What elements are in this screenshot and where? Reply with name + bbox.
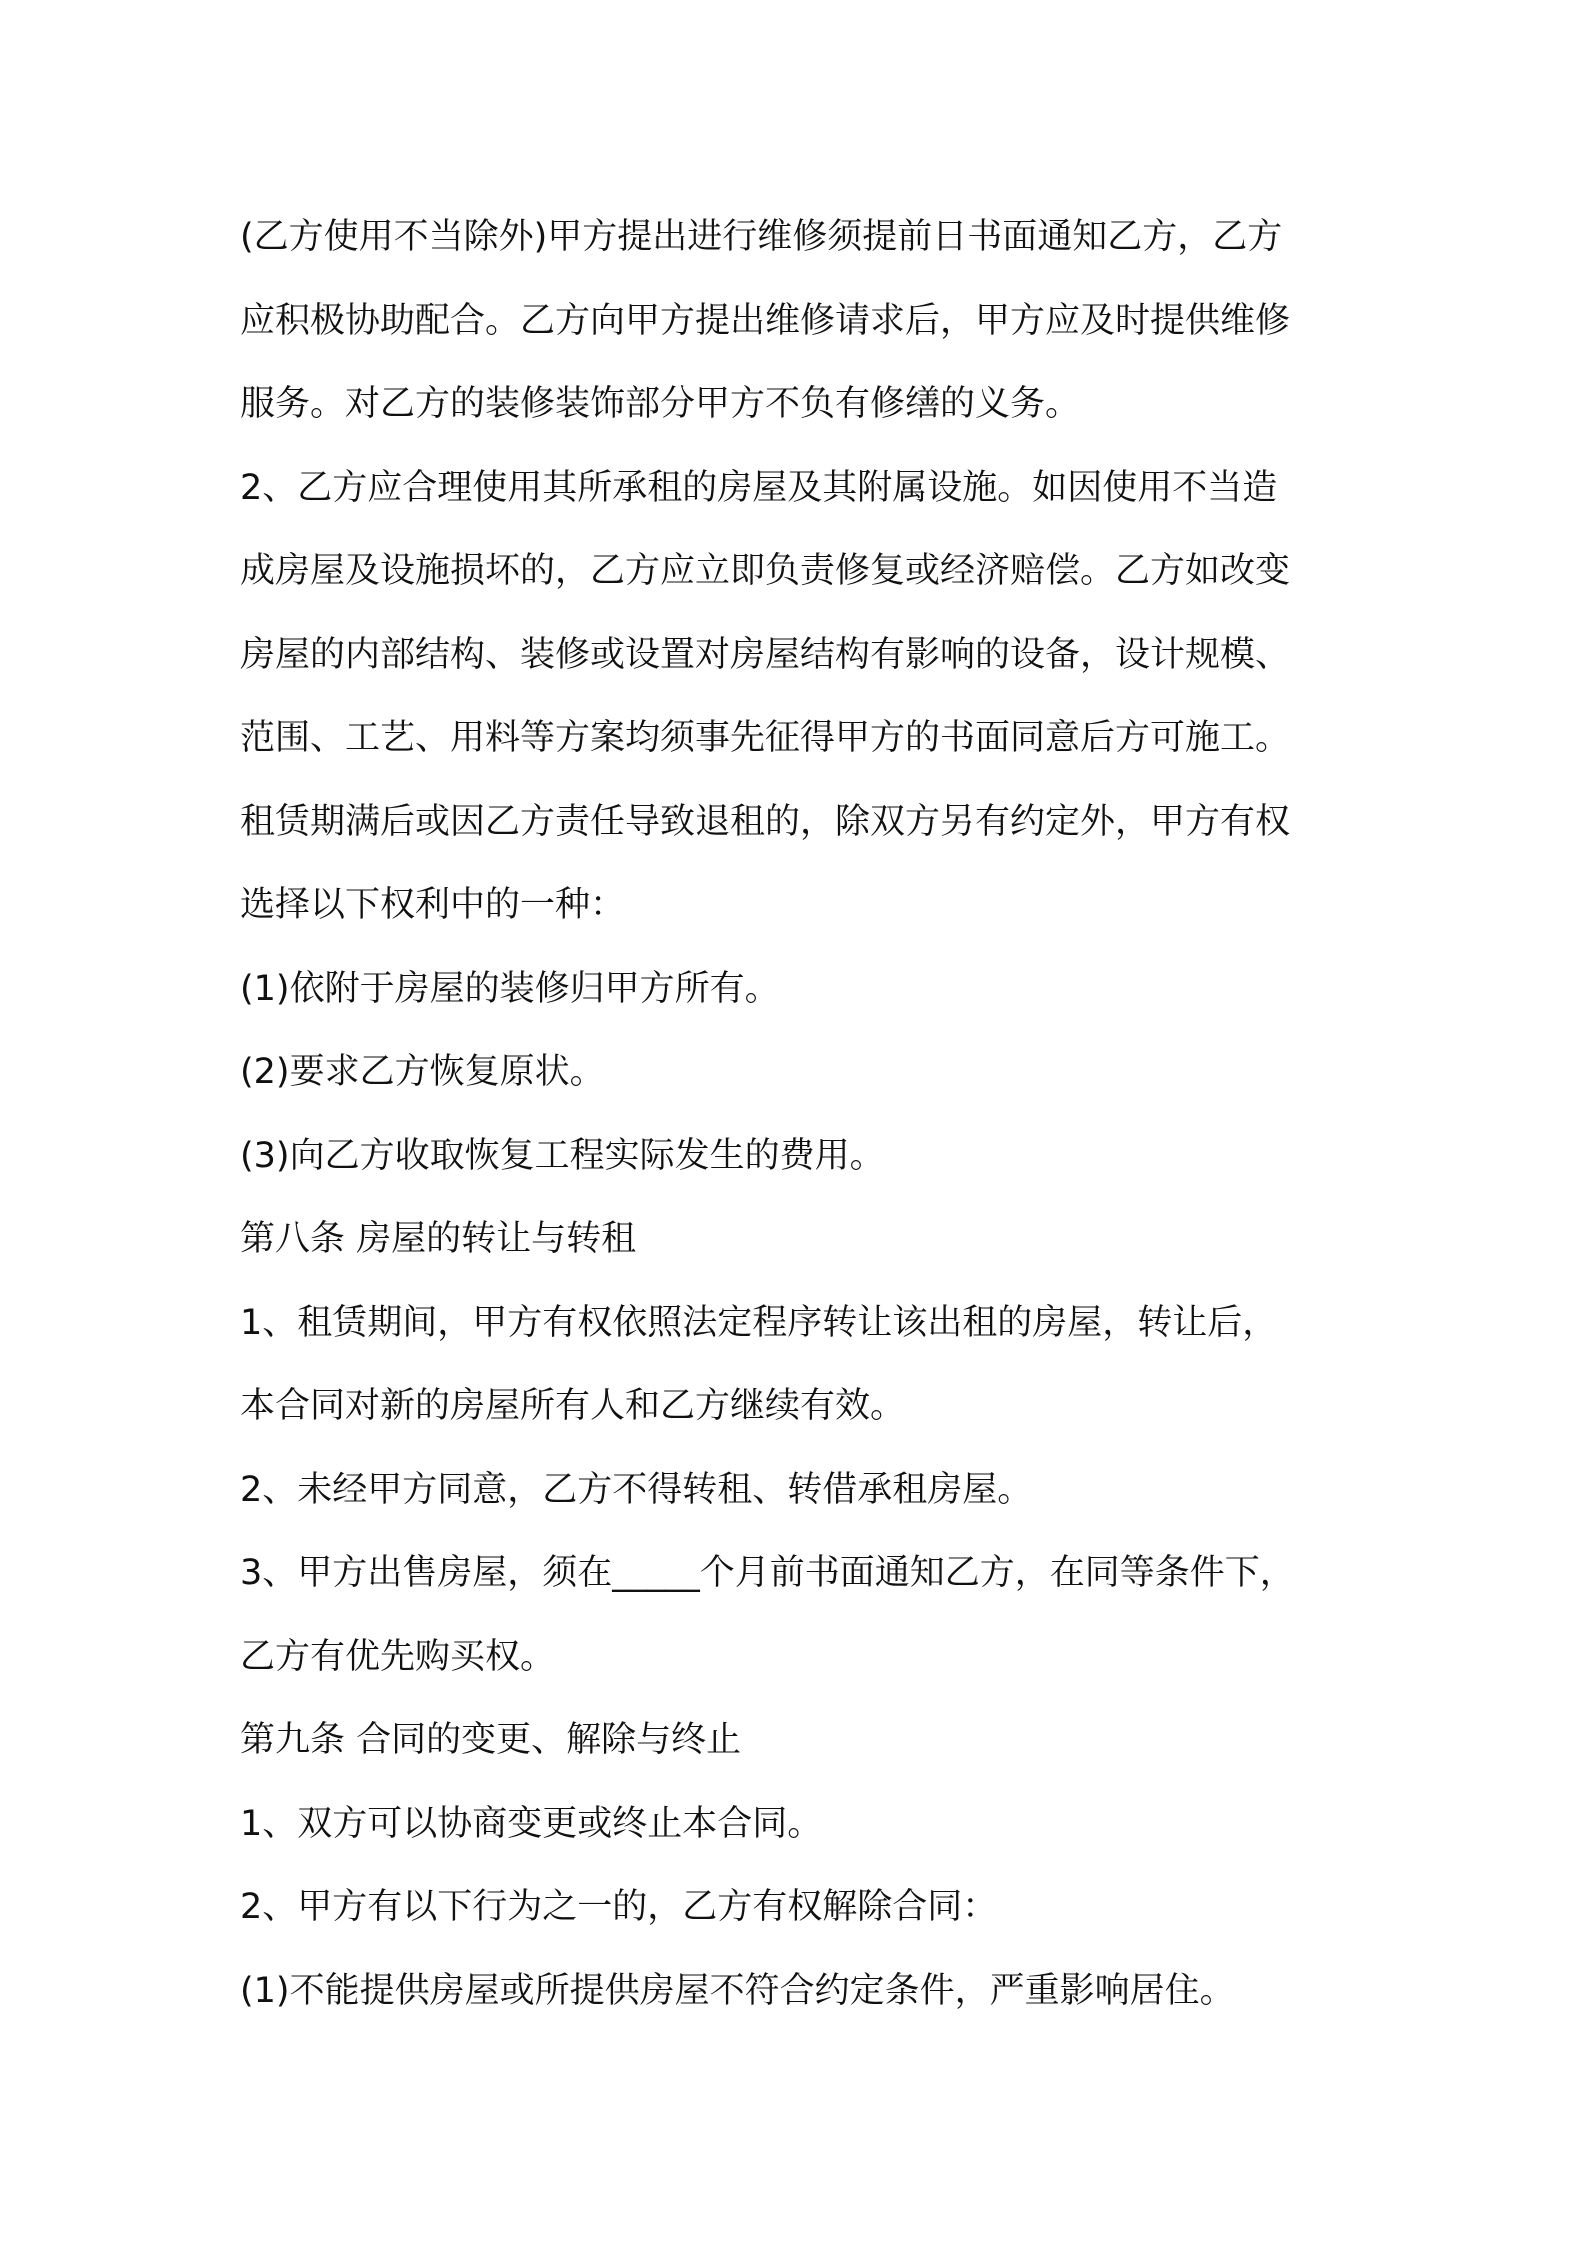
- text-line: 2、乙方应合理使用其所承租的房屋及其附属设施。如因使用不当造: [240, 467, 1278, 508]
- list-item: (3)向乙方收取恢复工程实际发生的费用。: [240, 1135, 885, 1176]
- list-item: (1)依附于房屋的装修归甲方所有。: [240, 968, 780, 1009]
- text-line: 2、未经甲方同意，乙方不得转租、转借承租房屋。: [240, 1469, 1033, 1510]
- text-line: 房屋的内部结构、装修或设置对房屋结构有影响的设备，设计规模、: [240, 634, 1291, 675]
- text-line: 应积极协助配合。乙方向甲方提出维修请求后，甲方应及时提供维修: [240, 300, 1291, 341]
- text-line: 3、甲方出售房屋，须在_____个月前书面通知乙方，在同等条件下，: [240, 1553, 1295, 1593]
- text-line: 1、租赁期间，甲方有权依照法定程序转让该出租的房屋，转让后，: [240, 1302, 1278, 1343]
- section-heading: 第八条 房屋的转让与转租: [240, 1219, 637, 1259]
- text-line: 本合同对新的房屋所有人和乙方继续有效。: [240, 1386, 906, 1426]
- text-line: 2、甲方有以下行为之一的，乙方有权解除合同：: [240, 1887, 998, 1927]
- text-line: 选择以下权利中的一种：: [240, 885, 626, 925]
- text-line: 服务。对乙方的装修装饰部分甲方不负有修缮的义务。: [240, 384, 1081, 424]
- text-line: 1、双方可以协商变更或终止本合同。: [240, 1803, 823, 1844]
- list-item: (1)不能提供房屋或所提供房屋不符合约定条件，严重影响居住。: [240, 1970, 1235, 2011]
- section-heading: 第九条 合同的变更、解除与终止: [240, 1720, 742, 1760]
- text-line: 租赁期满后或因乙方责任导致退租的，除双方另有约定外，甲方有权: [240, 801, 1291, 842]
- text-line: (乙方使用不当除外)甲方提出进行维修须提前日书面通知乙方，乙方: [240, 217, 1283, 257]
- text-line: 乙方有优先购买权。: [240, 1636, 556, 1677]
- text-line: 范围、工艺、用料等方案均须事先征得甲方的书面同意后方可施工。: [240, 718, 1291, 758]
- document-body: [240, 196, 1380, 2033]
- list-item: (2)要求乙方恢复原状。: [240, 1052, 605, 1092]
- text-line: 成房屋及设施损坏的，乙方应立即负责修复或经济赔偿。乙方如改变: [240, 551, 1291, 591]
